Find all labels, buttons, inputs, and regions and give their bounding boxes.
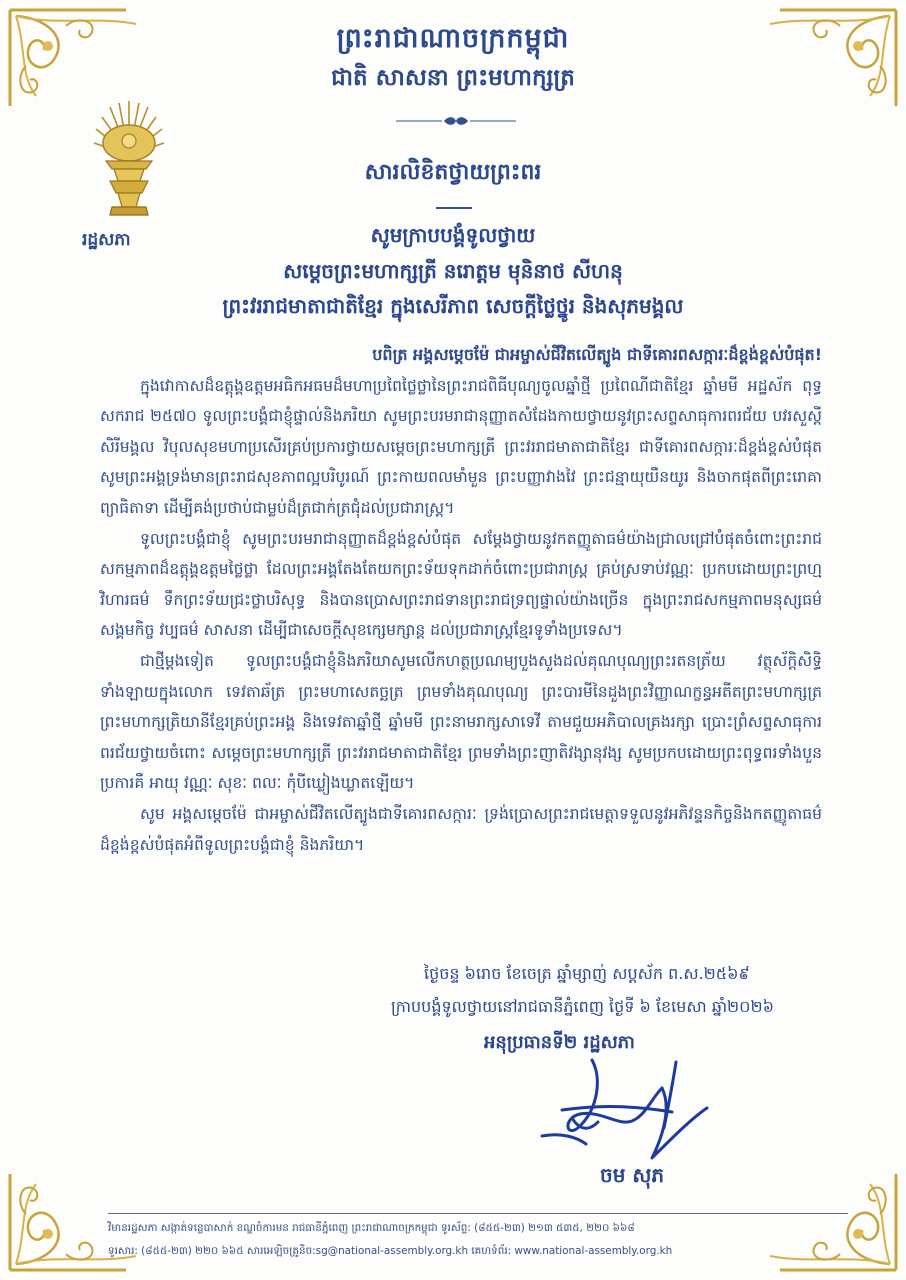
title-underline (436, 207, 472, 209)
footer-address: វិមានរដ្ឋសភា សង្កាត់ទន្លេបាសាក់ ខណ្ឌចំការមន រាជធានីភ្នំពេញ ព្រះរាជាណាចក្រកម្ពុជា ទូរស័ព្ទ: (៨៥៥-២៣) ២១៣ ៥៣៥, ២២០ ៦៦៨ (108, 1222, 635, 1234)
paragraph-2: ទូលព្រះបង្គំជាខ្ញុំ សូមព្រះបរមរាជានុញ្ញាតដ៏ខ្ពង់ខ្ពស់បំផុត សម្តែងថ្វាយនូវកតញ្ញូតាធម៌យ៉ាងជ្រាលជ្រៅបំផុតចំពោះព្រះរាជសកម្មភាពដ៏ឧត្តុង្គឧត្តមថ្លៃថ្លា ដែលព្រះអង្គតែងតែយកព្រះទ័យទុកដាក់ចំពោះប្រជារាស្ត្រ គ្រប់ស្រទាប់វណ្ណៈ ប្រកបដោយព្រះព្រហ្មវិហារធម៌ ទឹកព្រះទ័យជ្រះថ្លាបរិសុទ្ធ និងបានប្រោសព្រះរាជទានព្រះរាជទ្រព្យផ្ទាល់យ៉ាងច្រើន ក្នុងព្រះរាជសកម្មភាពមនុស្សធម៌ សង្គមកិច្ច វប្បធម៌ សាសនា ដើម្បីជាសេចក្តីសុខក្សេមក្សាន្ត ដល់ប្រជារាស្ត្រខ្មែរទូទាំងប្រទេស។ (100, 529, 822, 640)
salutation: បពិត្រ អង្គសម្តេចម៉ែ ជាអម្ចាស់ជីវិតលើត្បូង ជាទីគោរពសក្ការៈដ៏ខ្ពង់ខ្ពស់បំផុត! (372, 345, 822, 364)
footer-divider (108, 1213, 848, 1214)
paragraph-3: ជាថ្មីម្តងទៀត ទូលព្រះបង្គំជាខ្ញុំនិងភរិយាសូមលើកហត្ថប្រណម្យបួងសួងដល់គុណបុណ្យព្រះរតនត្រ័យ វត្ថុស័ក្តិសិទ្ធិទាំងឡាយក្នុងលោក ទេវតាឆ័ត្រ ព្រះមហាសេតច្ឆត្រ ព្រមទាំងគុណបុណ្យ ព្រះបារមីនៃដួងព្រះវិញ្ញាណក្ខន្ធអតីតព្រះមហាក្សត្រ ព្រះមហាក្សត្រិយានីខ្មែរគ្រប់ព្រះអង្គ និងទេវតាឆ្នាំថ្មី ឆ្នាំមមី ព្រះនាមរាក្សសាទេវី តាមជួយអភិបាលគ្រងរក្សា ប្រោះព្រំសព្ទសាធុការពរជ័យថ្វាយចំពោះ សម្តេចព្រះមហាក្សត្រី ព្រះវររាជមាតាជាតិខ្មែរ ព្រមទាំងព្រះញាតិវង្សានុវង្ស សូមប្រកបដោយព្រះពុទ្ធពរទាំងបួនប្រការគឺ អាយុ វណ្ណៈ សុខៈ ពលៈ កុំបីឃ្លៀងឃ្លាតឡើយ។ (100, 651, 822, 793)
kingdom-heading: ព្រះរាជាណាចក្រកម្ពុជា (336, 23, 570, 54)
address-line-3: ព្រះវររាជមាតាជាតិខ្មែរ ក្នុងសេរីភាព សេចក្តីថ្លៃថ្នូរ និងសុភមង្គល (222, 294, 684, 318)
handwritten-signature (522, 1048, 712, 1168)
header-divider-ornament (396, 116, 516, 126)
document-title: សារលិខិតថ្វាយព្រះពរ (364, 160, 542, 185)
sender-institution: រដ្ឋសភា (82, 230, 131, 250)
lunar-date: ថ្ងៃចន្ទ ៦រោច ខែចេត្រ ឆ្នាំម្សាញ់ សប្តស័ក ព.ស.២៥៦៩ (424, 964, 750, 983)
signer-title: អនុប្រធានទី២ រដ្ឋសភា (484, 1032, 635, 1053)
paragraph-4: សូម អង្គសម្តេចម៉ែ ជាអម្ចាស់ជីវិតលើត្បូងជាទីគោរពសក្ការៈ ទ្រង់ប្រោសព្រះរាជមេត្តាទទួលនូវអភិវន្ទនកិច្ចនិងកតញ្ញូតាធម៌ដ៏ខ្ពង់ខ្ពស់បំផុតអំពីទូលព្រះបង្គំជាខ្ញុំ និងភរិយា។ (100, 804, 822, 854)
address-line-2: សម្តេចព្រះមហាក្សត្រី នរោត្តម មុនិនាថ សីហនុ (283, 259, 623, 283)
letter-body (100, 340, 822, 860)
signer-name: ចម សុភ (600, 1163, 665, 1187)
paragraph-1: ក្នុងវោកាសដ៏ឧត្តុង្គឧត្តមអធិកអធមដ៏មហាប្រពៃថ្លៃថ្លានៃព្រះរាជពិធីបុណ្យចូលឆ្នាំថ្មី ប្រពៃណីជាតិខ្មែរ ឆ្នាំមមី អដ្ឋស័ក ពុទ្ធសករាជ ២៥៧០ ទូលព្រះបង្គំជាខ្ញុំផ្ទាល់និងភរិយា សូមព្រះបរមរាជានុញ្ញាតសំដែងកាយថ្វាយនូវព្រះសព្ទសាធុការពរជ័យ បវរសួស្តី សិរីមង្គល វិបុលសុខមហាប្រសើរគ្រប់ប្រការថ្វាយសម្តេចព្រះមហាក្សត្រី ព្រះវររាជមាតាជាតិខ្មែរ ជាទីគោរពសក្ការៈដ៏ខ្ពង់ខ្ពស់បំផុត សូមព្រះអង្គទ្រង់មានព្រះរាជសុខភាពល្អបរិបូរណ៍ ព្រះកាយពលមាំមួន ព្រះបញ្ញាវាងវៃ ព្រះជន្មាយុយឺនយូរ និងចាកផុតពីព្រះរោគាព្យាធិតាទា ដើម្បីគង់ប្រថាប់ជាម្លប់ដ៏ត្រជាក់ត្រជុំដល់ប្រជារាស្ត្រ។ (100, 376, 822, 517)
national-motto: ជាតិ សាសនា ព្រះមហាក្សត្រ (331, 65, 575, 91)
footer-contact: ទូរសារ: (៨៥៥-២៣) ២២០ ៦៦៥ សារអេឡិចត្រូនិច:sg@national-assembly.org.kh គេហទំព័រ: www.national-assembly.org.kh (108, 1245, 673, 1257)
address-line-1: សូមក្រាបបង្គំទូលថ្វាយ (370, 223, 536, 247)
solar-date: ក្រាបបង្គំទូលថ្វាយនៅរាជធានីភ្នំពេញ ថ្ងៃទី ៦ ខែមេសា ឆ្នាំ២០២៦ (391, 997, 774, 1016)
